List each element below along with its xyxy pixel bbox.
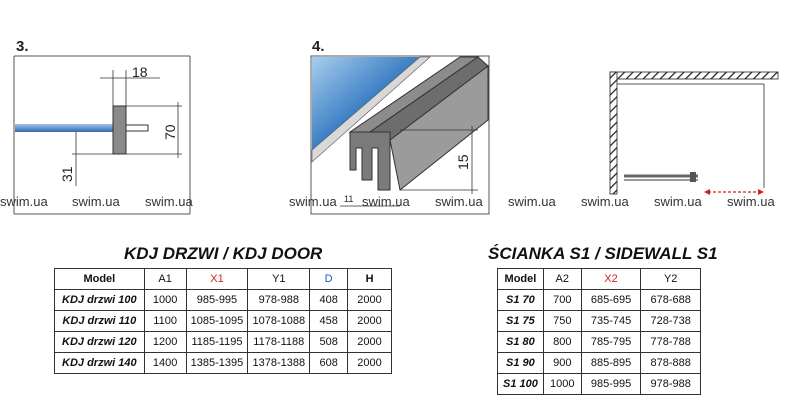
door-table-heading: KDJ DRZWI / KDJ DOOR [124, 244, 323, 263]
fig4-dim-15: 15 [455, 154, 471, 170]
sidewall-table-heading: ŚCIANKA S1 / SIDEWALL S1 [488, 244, 718, 263]
cell-a2: 700 [543, 290, 581, 311]
cell-x1: 1385-1395 [186, 353, 248, 374]
table-row [498, 290, 701, 311]
watermark: swim.ua [435, 194, 483, 209]
cell-a1: 1200 [144, 332, 186, 353]
cell-d: 608 [310, 353, 348, 374]
cell-x2: 785-795 [581, 332, 641, 353]
cell-x1: 985-995 [186, 290, 248, 311]
cell-a1: 1400 [144, 353, 186, 374]
cell-y2: 778-788 [641, 332, 701, 353]
table-row [498, 374, 701, 395]
header-x2: X2 [581, 269, 641, 290]
watermark: swim.ua [289, 194, 337, 209]
watermark: swim.ua [654, 194, 702, 209]
table-row [498, 353, 701, 374]
cell-y2: 678-688 [641, 290, 701, 311]
cell-d: 458 [310, 311, 348, 332]
cell-model: S1 80 [498, 332, 544, 353]
cell-model: S1 75 [498, 311, 544, 332]
cell-x2: 985-995 [581, 374, 641, 395]
cell-d: 508 [310, 332, 348, 353]
cell-h: 2000 [348, 311, 392, 332]
header-a2: A2 [543, 269, 581, 290]
table-row [55, 353, 392, 374]
cell-h: 2000 [348, 290, 392, 311]
table-row [55, 290, 392, 311]
cell-model: KDJ drzwi 100 [55, 290, 145, 311]
header-a1: A1 [144, 269, 186, 290]
cell-y2: 878-888 [641, 353, 701, 374]
cell-a2: 800 [543, 332, 581, 353]
figure-3-number: 3. [16, 38, 29, 55]
fig3-dim-70: 70 [162, 124, 178, 140]
cell-model: KDJ drzwi 140 [55, 353, 145, 374]
watermark: swim.ua [0, 194, 48, 209]
cell-y1: 978-988 [248, 290, 310, 311]
figure-4-number: 4. [312, 38, 325, 55]
cell-a1: 1100 [144, 311, 186, 332]
cell-h: 2000 [348, 353, 392, 374]
watermark: swim.ua [72, 194, 120, 209]
cell-x1: 1085-1095 [186, 311, 248, 332]
header-h: H [348, 269, 392, 290]
fig3-dim-31: 31 [59, 166, 75, 182]
cell-model: KDJ drzwi 120 [55, 332, 145, 353]
watermark: swim.ua [581, 194, 629, 209]
header-y1: Y1 [248, 269, 310, 290]
sidewall-spec-table [497, 268, 701, 395]
header-y2: Y2 [641, 269, 701, 290]
cell-model: S1 100 [498, 374, 544, 395]
watermark: swim.ua [362, 194, 410, 209]
door-spec-table [54, 268, 392, 374]
cell-x2: 685-695 [581, 290, 641, 311]
table-row [55, 332, 392, 353]
table-header-row [498, 269, 701, 290]
cell-y1: 1178-1188 [248, 332, 310, 353]
cell-y1: 1378-1388 [248, 353, 310, 374]
table-header-row [55, 269, 392, 290]
cell-a2: 900 [543, 353, 581, 374]
header-model: Model [498, 269, 544, 290]
watermark: swim.ua [145, 194, 193, 209]
cell-model: S1 70 [498, 290, 544, 311]
cell-d: 408 [310, 290, 348, 311]
cell-x2: 735-745 [581, 311, 641, 332]
table-row [498, 311, 701, 332]
cell-x2: 885-895 [581, 353, 641, 374]
cell-h: 2000 [348, 332, 392, 353]
watermark: swim.ua [508, 194, 556, 209]
table-row [498, 332, 701, 353]
cell-y1: 1078-1088 [248, 311, 310, 332]
cell-y2: 978-988 [641, 374, 701, 395]
cell-a2: 1000 [543, 374, 581, 395]
cell-model: S1 90 [498, 353, 544, 374]
watermark: swim.ua [727, 194, 775, 209]
header-d: D [310, 269, 348, 290]
cell-y2: 728-738 [641, 311, 701, 332]
cell-a1: 1000 [144, 290, 186, 311]
cell-model: KDJ drzwi 110 [55, 311, 145, 332]
table-row [55, 311, 392, 332]
header-model: Model [55, 269, 145, 290]
header-x1: X1 [186, 269, 248, 290]
fig4-dim-11: 11 [344, 194, 354, 204]
cell-a2: 750 [543, 311, 581, 332]
fig3-dim-18: 18 [132, 64, 148, 80]
cell-x1: 1185-1195 [186, 332, 248, 353]
